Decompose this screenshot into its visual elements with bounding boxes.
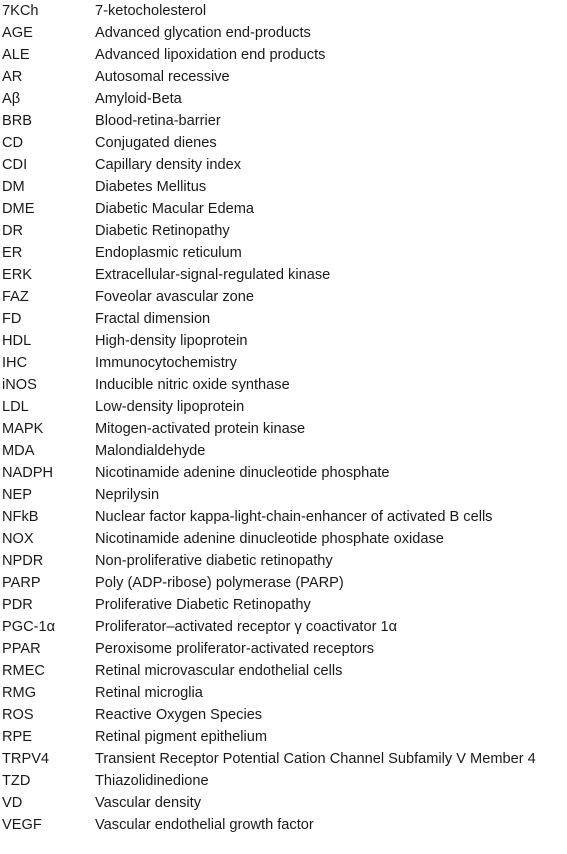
abbreviation-row <box>0 462 567 484</box>
abbreviation-row <box>0 484 567 506</box>
abbreviation-definition: Proliferative Diabetic Retinopathy <box>95 597 311 613</box>
abbreviation-row <box>0 726 567 748</box>
abbreviation-row <box>0 132 567 154</box>
abbreviation-row <box>0 154 567 176</box>
abbreviation-term: NADPH <box>2 465 54 481</box>
abbreviation-definition: Advanced lipoxidation end products <box>95 47 326 63</box>
abbreviation-term: MAPK <box>2 421 44 437</box>
abbreviation-definition: Diabetic Macular Edema <box>95 201 254 217</box>
abbreviation-term: Aβ <box>2 91 21 107</box>
abbreviation-row <box>0 242 567 264</box>
abbreviation-definition: Poly (ADP-ribose) polymerase (PARP) <box>95 575 344 591</box>
abbreviation-row <box>0 748 567 770</box>
abbreviation-definition: Non-proliferative diabetic retinopathy <box>95 553 333 569</box>
abbreviation-row <box>0 396 567 418</box>
abbreviation-definition: Retinal microglia <box>95 685 203 701</box>
abbreviation-term: PGC-1α <box>2 619 56 635</box>
abbreviation-row <box>0 44 567 66</box>
abbreviation-term: RMEC <box>2 663 45 679</box>
abbreviation-row <box>0 660 567 682</box>
abbreviation-term: NOX <box>2 531 34 547</box>
abbreviation-definition: Blood-retina-barrier <box>95 113 221 129</box>
abbreviation-row <box>0 704 567 726</box>
abbreviation-definition: Neprilysin <box>95 487 160 503</box>
abbreviation-row <box>0 264 567 286</box>
abbreviation-definition: Immunocytochemistry <box>95 355 237 371</box>
abbreviation-term: BRB <box>2 113 33 129</box>
abbreviation-definition: Reactive Oxygen Species <box>95 707 263 723</box>
abbreviation-term: RMG <box>2 685 37 701</box>
abbreviation-definition: Vascular density <box>95 795 201 811</box>
abbreviation-term: FAZ <box>2 289 29 305</box>
abbreviation-definition: Peroxisome proliferator-activated receptors <box>95 641 375 657</box>
abbreviation-row <box>0 198 567 220</box>
abbreviation-row <box>0 286 567 308</box>
abbreviation-term: ER <box>2 245 23 261</box>
abbreviation-term: LDL <box>2 399 29 415</box>
abbreviation-term: VEGF <box>2 817 42 833</box>
abbreviation-definition: Amyloid-Beta <box>95 91 182 107</box>
abbreviation-row <box>0 110 567 132</box>
abbreviation-definition: Proliferator–activated receptor γ coactivator 1α <box>95 619 398 635</box>
abbreviation-row <box>0 176 567 198</box>
abbreviation-term: PPAR <box>2 641 41 657</box>
abbreviation-row <box>0 88 567 110</box>
abbreviation-term: CD <box>2 135 24 151</box>
abbreviation-definition: Fractal dimension <box>95 311 211 327</box>
abbreviation-row <box>0 418 567 440</box>
abbreviation-term: ROS <box>2 707 34 723</box>
abbreviation-term: IHC <box>2 355 28 371</box>
abbreviation-term: TZD <box>2 773 31 789</box>
abbreviation-definition: Advanced glycation end-products <box>95 25 311 41</box>
abbreviation-term: ALE <box>2 47 30 63</box>
abbreviation-term: DM <box>2 179 25 195</box>
abbreviation-term: TRPV4 <box>2 751 50 767</box>
abbreviation-definition: Inducible nitric oxide synthase <box>95 377 290 393</box>
abbreviation-definition: Capillary density index <box>95 157 242 173</box>
abbreviation-definition: Transient Receptor Potential Cation Channel Subfamily V Member 4 <box>95 751 536 767</box>
abbreviation-definition: Foveolar avascular zone <box>95 289 254 305</box>
abbreviation-term: FD <box>2 311 22 327</box>
abbreviation-term: HDL <box>2 333 32 349</box>
abbreviation-row <box>0 22 567 44</box>
abbreviation-row <box>0 66 567 88</box>
abbreviation-row <box>0 682 567 704</box>
abbreviation-definition: Vascular endothelial growth factor <box>95 817 314 833</box>
abbreviation-row <box>0 814 567 836</box>
abbreviation-definition: High-density lipoprotein <box>95 333 248 349</box>
abbreviation-row <box>0 572 567 594</box>
abbreviation-definition: Retinal microvascular endothelial cells <box>95 663 343 679</box>
abbreviation-row <box>0 352 567 374</box>
abbreviation-row <box>0 792 567 814</box>
abbreviation-definition: Low-density lipoprotein <box>95 399 245 415</box>
abbreviation-definition: Nicotinamide adenine dinucleotide phosphate oxidase <box>95 531 444 547</box>
abbreviation-term: NFkB <box>2 509 39 525</box>
abbreviation-term: AGE <box>2 25 33 41</box>
abbreviation-definition: Diabetes Mellitus <box>95 179 207 195</box>
abbreviation-row <box>0 616 567 638</box>
abbreviation-term: VD <box>2 795 23 811</box>
abbreviation-term: DR <box>2 223 24 239</box>
abbreviation-definition: Nicotinamide adenine dinucleotide phosphate <box>95 465 390 481</box>
abbreviation-row <box>0 594 567 616</box>
abbreviation-definition: Nuclear factor kappa-light-chain-enhancer of activated B cells <box>95 509 493 525</box>
abbreviation-definition: Endoplasmic reticulum <box>95 245 242 261</box>
abbreviation-term: NPDR <box>2 553 44 569</box>
abbreviation-term: CDI <box>2 157 28 173</box>
abbreviation-definition: Retinal pigment epithelium <box>95 729 267 745</box>
abbreviation-row <box>0 374 567 396</box>
abbreviation-row <box>0 440 567 462</box>
abbreviation-term: AR <box>2 69 23 85</box>
abbreviation-definition: Conjugated dienes <box>95 135 217 151</box>
abbreviation-row <box>0 770 567 792</box>
abbreviation-definition: Malondialdehyde <box>95 443 206 459</box>
abbreviation-term: PARP <box>2 575 41 591</box>
abbreviation-term: 7KCh <box>2 3 39 19</box>
abbreviation-row <box>0 0 567 22</box>
abbreviation-term: RPE <box>2 729 33 745</box>
abbreviation-term: NEP <box>2 487 33 503</box>
abbreviation-definition: Autosomal recessive <box>95 69 230 85</box>
abbreviation-row <box>0 330 567 352</box>
abbreviation-row <box>0 220 567 242</box>
abbreviation-term: ERK <box>2 267 33 283</box>
abbreviation-row <box>0 506 567 528</box>
abbreviation-row <box>0 308 567 330</box>
abbreviation-term: iNOS <box>2 377 37 393</box>
abbreviation-definition: Mitogen-activated protein kinase <box>95 421 306 437</box>
abbreviation-definition: Thiazolidinedione <box>95 773 209 789</box>
abbreviation-row <box>0 550 567 572</box>
abbreviation-definition: Extracellular-signal-regulated kinase <box>95 267 331 283</box>
abbreviation-row <box>0 528 567 550</box>
abbreviation-term: DME <box>2 201 35 217</box>
abbreviation-term: PDR <box>2 597 33 613</box>
abbreviation-row <box>0 638 567 660</box>
abbreviation-term: MDA <box>2 443 35 459</box>
abbreviation-definition: 7-ketocholesterol <box>95 3 207 19</box>
abbreviation-definition: Diabetic Retinopathy <box>95 223 230 239</box>
